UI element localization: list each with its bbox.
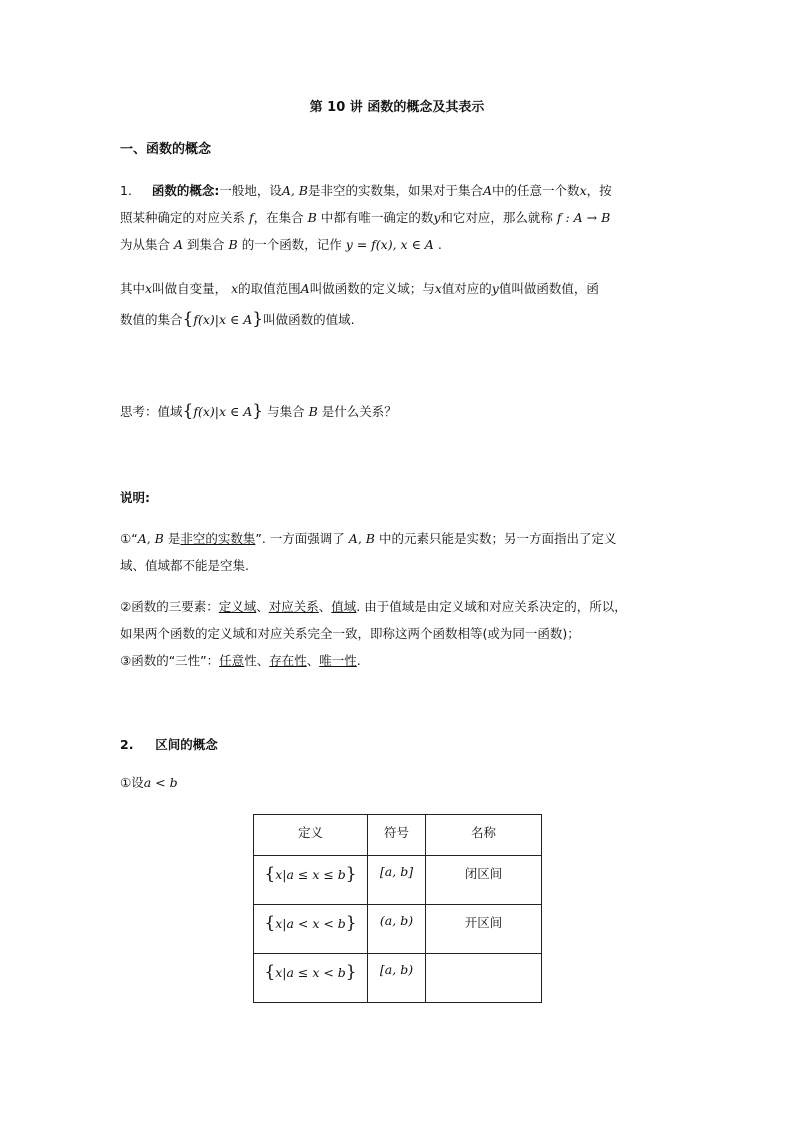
underlined-term: 值域 — [331, 599, 357, 614]
text: 的取值范围 — [238, 281, 301, 296]
math-mapping: f : A → B — [556, 210, 611, 225]
math-B: B — [308, 404, 318, 419]
text: ①“ — [120, 531, 138, 546]
text: 的一个函数，记作 — [241, 237, 342, 252]
domain-range-paragraph — [120, 274, 680, 335]
text: 中的元素只能是实数；另一方面指出了定义 — [378, 531, 617, 546]
text: 值对应的 — [441, 281, 492, 296]
section-heading-function-concept: 一、函数的概念 — [120, 142, 212, 157]
brace-right: } — [345, 962, 357, 982]
underlined-term: 定义域 — [218, 599, 257, 614]
math-y: y — [491, 281, 499, 296]
math-x: x — [145, 281, 153, 296]
text: 叫做自变量， — [152, 281, 228, 296]
math-interval: [a, b) — [379, 962, 414, 977]
text: ①设 — [120, 775, 144, 790]
text: 是 — [167, 531, 181, 546]
text: 思考：值域 — [120, 404, 183, 419]
brace-left: { — [264, 962, 276, 982]
math-interval: [a, b] — [379, 864, 414, 879]
math-A: A — [174, 237, 184, 252]
math-interval: (a, b) — [379, 913, 414, 928]
definition-line-3 — [120, 231, 680, 258]
definition-label: 函数的概念: — [151, 183, 220, 198]
text: 叫做函数的值域. — [263, 312, 355, 327]
note-2-line-2: 如果两个函数的定义域和对应关系完全一致，即称这两个函数相等(或为同一函数)； — [120, 626, 580, 641]
text: 中的任意一个数 — [492, 183, 580, 198]
table-header-row — [254, 815, 542, 856]
math-AB: A, B — [137, 531, 164, 546]
math-x: x — [231, 281, 239, 296]
function-definition — [120, 177, 680, 258]
interval-assumption — [120, 773, 178, 791]
interval-heading — [120, 735, 218, 753]
math-range-set: f(x)|x ∈ A — [193, 312, 253, 327]
text: ②函数的三要素： — [120, 599, 219, 614]
definition-cell — [254, 905, 368, 954]
brace-left: { — [264, 913, 276, 933]
text: 照某种确定的对应关系 — [120, 210, 246, 225]
text: . — [356, 653, 361, 668]
text: 性、 — [244, 653, 270, 668]
text: 是非空的实数集，如果对于集合 — [308, 183, 484, 198]
brace-left: { — [182, 309, 194, 329]
math-AB: A, B — [281, 183, 308, 198]
note-1-line-2: 域、值域都不能是空集. — [120, 558, 249, 573]
header-symbol: 符号 — [368, 815, 426, 856]
text: 、 — [318, 599, 332, 614]
text: ”. 一方面强调了 — [255, 531, 345, 546]
math-set: x|a ≤ x ≤ b — [275, 867, 346, 882]
brace-left: { — [182, 401, 194, 421]
brace-right: } — [345, 913, 357, 933]
math-B: B — [307, 210, 317, 225]
text: . 由于值域是由定义域和对应关系决定的，所以， — [356, 599, 627, 614]
page-title: 第 10 讲 函数的概念及其表示 — [309, 100, 485, 115]
text: ③函数的“三性”： — [120, 653, 220, 668]
table-row — [254, 905, 542, 954]
text: 叫做函数的定义域；与 — [309, 281, 435, 296]
symbol-cell — [368, 954, 426, 1003]
math-set: x|a ≤ x < b — [275, 965, 346, 980]
math-set: x|a < x < b — [275, 916, 346, 931]
definition-line-1 — [120, 177, 680, 204]
brace-left: { — [264, 864, 276, 884]
note-2-line-1 — [120, 593, 680, 620]
domain-line-2 — [120, 304, 680, 335]
math-x: x — [434, 281, 442, 296]
math-A: A — [483, 183, 493, 198]
header-name: 名称 — [426, 815, 542, 856]
brace-right: } — [252, 309, 264, 329]
definition-line-2 — [120, 204, 680, 231]
text: ，按 — [586, 183, 612, 198]
text: 其中 — [120, 281, 146, 296]
note-1 — [120, 525, 680, 579]
text: 、 — [306, 653, 320, 668]
text: 是什么关系？ — [321, 404, 397, 419]
math-B: B — [228, 237, 238, 252]
interval-label: 区间的概念 — [155, 737, 218, 752]
underlined-term: 存在性 — [269, 653, 307, 668]
underlined-term: 唯一性 — [319, 653, 357, 668]
text: 到集合 — [187, 237, 225, 252]
think-question — [120, 396, 680, 427]
underlined-term: 非空的实数集 — [180, 531, 256, 546]
text: 数值的集合 — [120, 312, 183, 327]
symbol-cell — [368, 905, 426, 954]
header-definition: 定义 — [254, 815, 368, 856]
note-1-line-1 — [120, 525, 680, 552]
item-number: 2. — [120, 737, 134, 752]
symbol-cell — [368, 856, 426, 905]
math-f: f — [249, 210, 254, 225]
table-row — [254, 954, 542, 1003]
name-cell: 闭区间 — [426, 856, 542, 905]
math-range-set: f(x)|x ∈ A — [193, 404, 253, 419]
math-A: A — [300, 281, 310, 296]
name-cell: 开区间 — [426, 905, 542, 954]
table-row — [254, 856, 542, 905]
math-y: y — [433, 210, 441, 225]
brace-right: } — [252, 401, 264, 421]
text: ，在集合 — [253, 210, 304, 225]
math-a-lt-b: a < b — [143, 775, 178, 790]
underlined-term: 任意 — [219, 653, 245, 668]
interval-table — [253, 814, 542, 1003]
domain-line-1 — [120, 274, 680, 304]
note-2 — [120, 593, 680, 674]
text: 中都有唯一确定的数 — [320, 210, 434, 225]
text: 和它对应，那么就称 — [440, 210, 553, 225]
item-number: 1. — [120, 183, 132, 198]
explanation-heading: 说明: — [120, 490, 150, 505]
text: 与集合 — [267, 404, 305, 419]
underlined-term: 对应关系 — [268, 599, 319, 614]
text: 一般地，设 — [219, 183, 282, 198]
brace-right: } — [345, 864, 357, 884]
text: 、 — [256, 599, 269, 614]
math-function-notation: y = f(x), x ∈ A — [345, 237, 434, 252]
math-AB: A, B — [348, 531, 375, 546]
math-x: x — [579, 183, 587, 198]
name-cell — [426, 954, 542, 1003]
text: . — [437, 237, 442, 252]
text: 为从集合 — [120, 237, 171, 252]
definition-cell — [254, 954, 368, 1003]
note-3 — [120, 647, 680, 674]
definition-cell — [254, 856, 368, 905]
text: 值叫做函数值，函 — [498, 281, 599, 296]
